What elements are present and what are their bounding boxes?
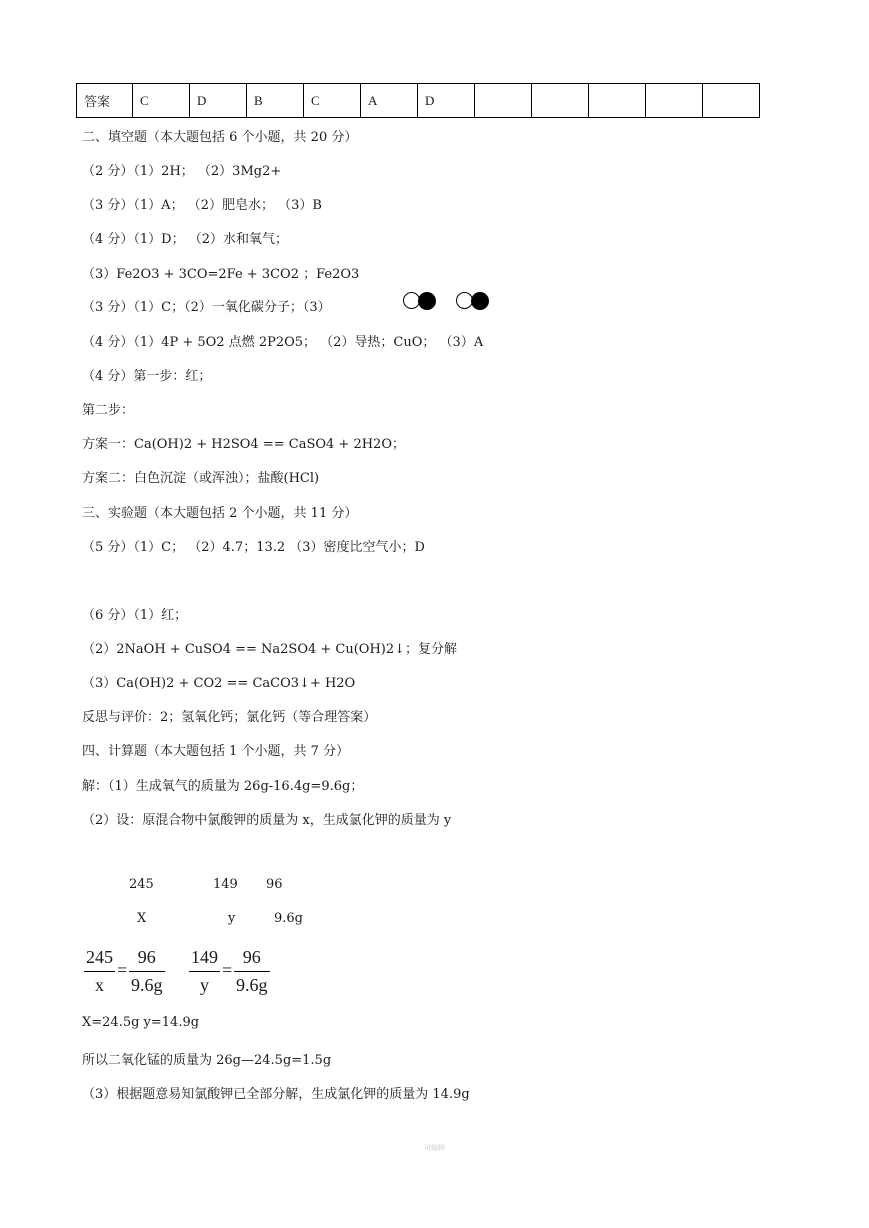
- fraction: [84, 947, 115, 996]
- answer-line: （3 分）（1）C；（2）一氧化碳分子；（3）: [82, 300, 331, 315]
- result-line: 所以二氧化锰的质量为 26g—24.5g=1.5g: [82, 1053, 332, 1068]
- answer-cell-11: [703, 84, 760, 118]
- section-3-heading: 三、实验题（本大题包括 2 个小题，共 11 分）: [82, 506, 358, 521]
- co-molecule-icon: [403, 292, 443, 310]
- answer-cell-2: D: [190, 84, 247, 118]
- answer-cell-9: [589, 84, 646, 118]
- fraction: [129, 947, 165, 996]
- answer-line: （4 分）（1）D； （2）水和氧气；: [82, 232, 289, 247]
- answer-line: （3 分）（1）A； （2）肥皂水； （3）B: [82, 198, 322, 213]
- section-2-heading: 二、填空题（本大题包括 6 个小题，共 20 分）: [82, 130, 358, 145]
- answer-line: 反思与评价：2；氢氧化钙；氯化钙（等合理答案）: [82, 710, 377, 725]
- fraction: [234, 947, 270, 996]
- fraction-numerator: 96: [137, 947, 156, 967]
- answer-line: 解：（1）生成氧气的质量为 26g-16.4g=9.6g；: [82, 779, 364, 794]
- calc-value: 9.6g: [274, 911, 303, 926]
- calc-value: 149: [213, 877, 238, 892]
- fraction-denominator: x: [84, 971, 115, 996]
- answer-cell-1: C: [133, 84, 190, 118]
- co-molecule-icon: [456, 292, 496, 310]
- answer-line: （6 分）（1）红；: [82, 608, 188, 623]
- answer-line: （5 分）（1）C； （2）4.7；13.2 （3）密度比空气小；D: [82, 540, 425, 555]
- answer-cell-6: D: [418, 84, 475, 118]
- answer-line: 方案二：白色沉淀（或浑浊）；盐酸(HCl): [82, 471, 320, 486]
- answer-line: （2 分）（1）2H； （2）3Mg2+: [82, 164, 282, 179]
- fraction-numerator: 96: [242, 947, 261, 967]
- result-line: （3）根据题意易知氯酸钾已全部分解，生成氯化钾的质量为 14.9g: [82, 1087, 470, 1102]
- result-line: X=24.5g y=14.9g: [82, 1015, 200, 1030]
- answer-table-header: 答案: [77, 84, 133, 118]
- fraction: [189, 947, 220, 996]
- answer-cell-4: C: [304, 84, 361, 118]
- calc-value: 96: [266, 877, 283, 892]
- fraction-denominator: y: [189, 971, 220, 996]
- equals-sign: =: [117, 960, 128, 980]
- answer-line: （4 分）（1）4P + 5O2 点燃 2P2O5； （2）导热；CuO； （3）A: [82, 335, 484, 350]
- equals-sign: =: [222, 960, 233, 980]
- answer-cell-10: [646, 84, 703, 118]
- answer-table-row: [77, 84, 760, 118]
- fraction-denominator: 9.6g: [234, 971, 270, 996]
- fraction-denominator: 9.6g: [129, 971, 165, 996]
- answer-line: 第二步：: [82, 403, 135, 418]
- calc-value: 245: [129, 877, 154, 892]
- answer-line: （2）设：原混合物中氯酸钾的质量为 x，生成氯化钾的质量为 y: [82, 813, 452, 828]
- fraction-numerator: 245: [86, 947, 113, 967]
- fraction-numerator: 149: [191, 947, 218, 967]
- calc-value: y: [228, 911, 236, 926]
- answer-cell-7: [475, 84, 532, 118]
- answer-cell-8: [532, 84, 589, 118]
- answer-line: （2）2NaOH + CuSO4 == Na2SO4 + Cu(OH)2↓；复分解: [82, 642, 458, 657]
- answer-cell-3: B: [247, 84, 304, 118]
- answer-line: （4 分）第一步：红；: [82, 369, 212, 384]
- footer-watermark: 可编辑: [424, 1144, 445, 1152]
- answer-cell-5: A: [361, 84, 418, 118]
- answer-line: （3）Ca(OH)2 + CO2 == CaCO3↓+ H2O: [82, 676, 356, 691]
- answer-line: （3）Fe2O3 + 3CO=2Fe + 3CO2 ；Fe2O3: [82, 267, 360, 282]
- answer-line: 方案一：Ca(OH)2 + H2SO4 == CaSO4 + 2H2O；: [82, 437, 405, 452]
- answer-table: [76, 83, 760, 118]
- calc-value: X: [137, 911, 147, 926]
- section-4-heading: 四、计算题（本大题包括 1 个小题，共 7 分）: [82, 744, 350, 759]
